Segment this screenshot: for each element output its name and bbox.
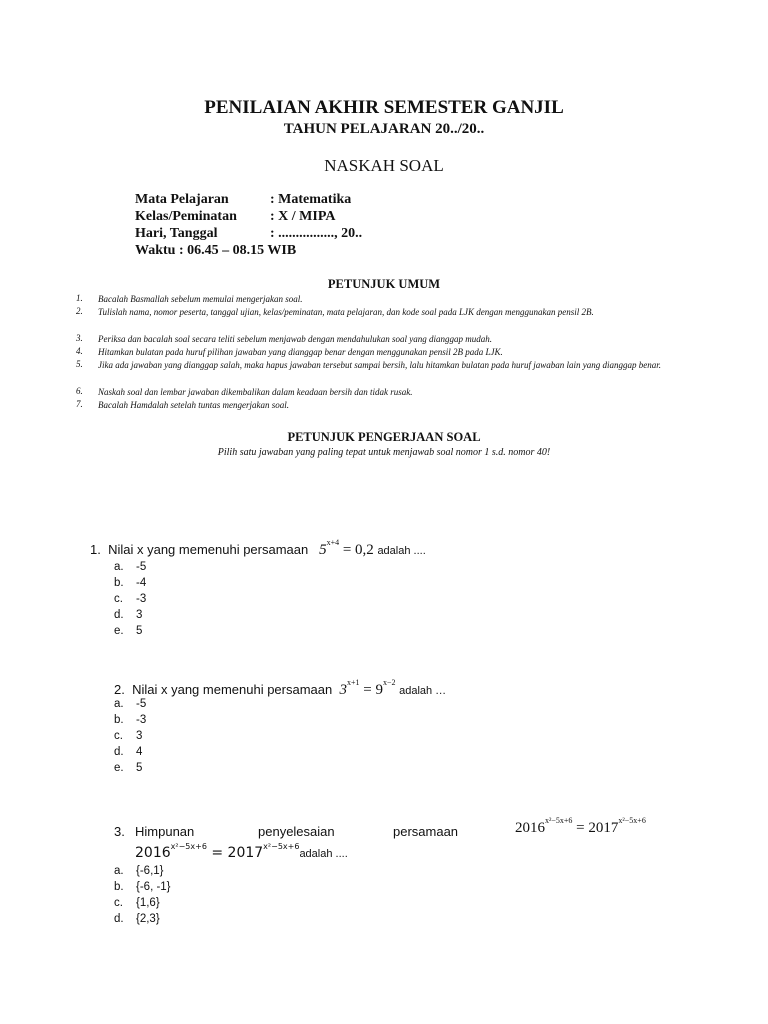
info-value: : ................, 20.. [270,226,363,241]
option-b[interactable] [114,881,171,893]
option-value: {-6, -1} [136,881,171,893]
work-instructions-title: PETUNJUK PENGERJAAN SOAL [287,430,481,444]
option-letter: c. [114,593,123,605]
info-row-subject [135,192,351,208]
rule-number: 7. [76,399,83,409]
document-type: NASKAH SOAL [324,156,444,175]
question-word: penyelesaian [258,824,335,839]
option-d[interactable] [114,913,160,925]
rule-text: Jika ada jawaban yang dianggap salah, maka hapus jawaban tersebut sampai bersih, lalu hitamkan bulatan pada huruf jawaban lain yang dianggap benar. [98,360,661,370]
option-value: -4 [136,577,147,589]
question-number: 2. [114,682,125,697]
question-tail: adalah … [399,685,447,697]
eq-base: 2016 [135,845,171,861]
page-title: PENILAIAN AKHIR SEMESTER GANJIL [204,97,564,118]
eq-mid: = 2017 [572,820,619,836]
rule-number: 6. [76,386,83,396]
option-c[interactable] [114,730,142,742]
option-letter: d. [114,913,124,925]
option-a[interactable] [114,561,146,573]
question-equation-line [135,842,348,861]
option-c[interactable] [114,897,160,909]
eq-base: 5 [319,542,327,558]
option-letter: e. [114,625,124,637]
option-value: {1,6} [136,897,160,909]
option-letter: b. [114,881,124,893]
rule-number: 2. [76,306,83,316]
eq-mid: = 9 [359,682,383,698]
work-instructions-subtitle: Pilih satu jawaban yang paling tepat untuk menjawab soal nomor 1 s.d. nomor 40! [217,447,551,458]
academic-year: TAHUN PELAJARAN 20../20.. [283,121,485,137]
option-value: {2,3} [136,913,160,925]
option-letter: d. [114,609,124,621]
info-label: Hari, Tanggal [135,226,218,241]
question-equation [339,678,396,698]
option-a[interactable] [114,698,146,710]
option-letter: d. [114,746,124,758]
rule-text: Tulislah nama, nomor peserta, tanggal ujian, kelas/peminatan, mata pelajaran, dan kode soal pada LJK dengan menggunakan pensil 2B. [98,307,594,317]
rule-number: 5. [76,359,83,369]
option-letter: a. [114,561,124,573]
general-instructions-title: PETUNJUK UMUM [327,277,441,291]
rule-number: 1. [76,293,83,303]
question-1 [90,538,426,559]
option-letter: b. [114,577,124,589]
option-value: -5 [136,561,147,573]
option-b[interactable] [114,714,146,726]
option-value: 3 [136,609,143,621]
info-row-class [135,209,335,225]
option-value: -3 [136,593,147,605]
option-b[interactable] [114,577,146,589]
rule-text: Bacalah Hamdalah setelah tuntas mengerjakan soal. [98,400,289,410]
eq-mid: = 2017 [206,845,264,861]
option-letter: a. [114,865,124,877]
option-letter: c. [114,897,123,909]
eq-exponent: x²−5x+6 [545,816,573,825]
rule-text: Periksa dan bacalah soal secara teliti sebelum menjawab dengan mendahulukan soal yang dianggap mudah. [98,334,492,344]
question-number: 3. [114,824,125,839]
option-letter: c. [114,730,123,742]
eq-exponent: x²−5x+6 [170,842,207,851]
question-equation [319,538,374,558]
option-value: 5 [136,625,143,637]
option-e[interactable] [114,625,142,637]
eq-base: 3 [339,682,347,698]
rule-number: 3. [76,333,83,343]
question-tail: adalah .... [299,848,348,860]
question-word: Himpunan [135,824,195,839]
question-number: 1. [90,542,101,557]
rule-text: Naskah soal dan lembar jawaban dikembalikan dalam keadaan bersih dan tidak rusak. [98,387,413,397]
eq-exponent: x+1 [346,678,360,687]
info-row-time: Waktu : 06.45 – 08.15 WIB [135,243,297,258]
option-letter: e. [114,762,124,774]
eq-rest: = 0,2 [339,542,374,558]
option-value: 4 [136,746,143,758]
question-2 [114,678,446,699]
eq-exponent-2: x²−5x+6 [263,842,300,851]
info-label: Kelas/Peminatan [135,209,237,224]
info-label: Mata Pelajaran [135,192,229,207]
option-e[interactable] [114,762,142,774]
question-tail: adalah .... [377,545,426,557]
question-equation-alt [135,842,300,861]
option-c[interactable] [114,593,146,605]
eq-exponent-2: x−2 [382,678,396,687]
eq-exponent: x+4 [326,538,340,547]
rule-text: Bacalah Basmallah sebelum memulai mengerjakan soal. [98,294,303,304]
info-value: : Matematika [270,192,352,207]
option-d[interactable] [114,746,142,758]
option-value: -3 [136,714,147,726]
option-letter: b. [114,714,124,726]
option-value: -5 [136,698,147,710]
question-equation [515,816,646,837]
info-value: : X / MIPA [270,209,336,224]
question-text: Nilai x yang memenuhi persamaan [132,682,333,697]
option-value: 5 [136,762,143,774]
info-row-date [135,226,362,242]
option-value: {-6,1} [136,865,164,877]
question-word: persamaan [393,824,459,839]
eq-base: 2016 [515,820,545,836]
question-text: Nilai x yang memenuhi persamaan [108,542,309,557]
option-value: 3 [136,730,143,742]
option-letter: a. [114,698,124,710]
rule-number: 4. [76,346,83,356]
eq-exponent-2: x²−5x+6 [618,816,646,825]
option-a[interactable] [114,865,164,877]
rule-text: Hitamkan bulatan pada huruf pilihan jawaban yang dianggap benar dengan menggunakan pensil 2B pada LJK. [98,347,503,357]
option-d[interactable] [114,609,142,621]
